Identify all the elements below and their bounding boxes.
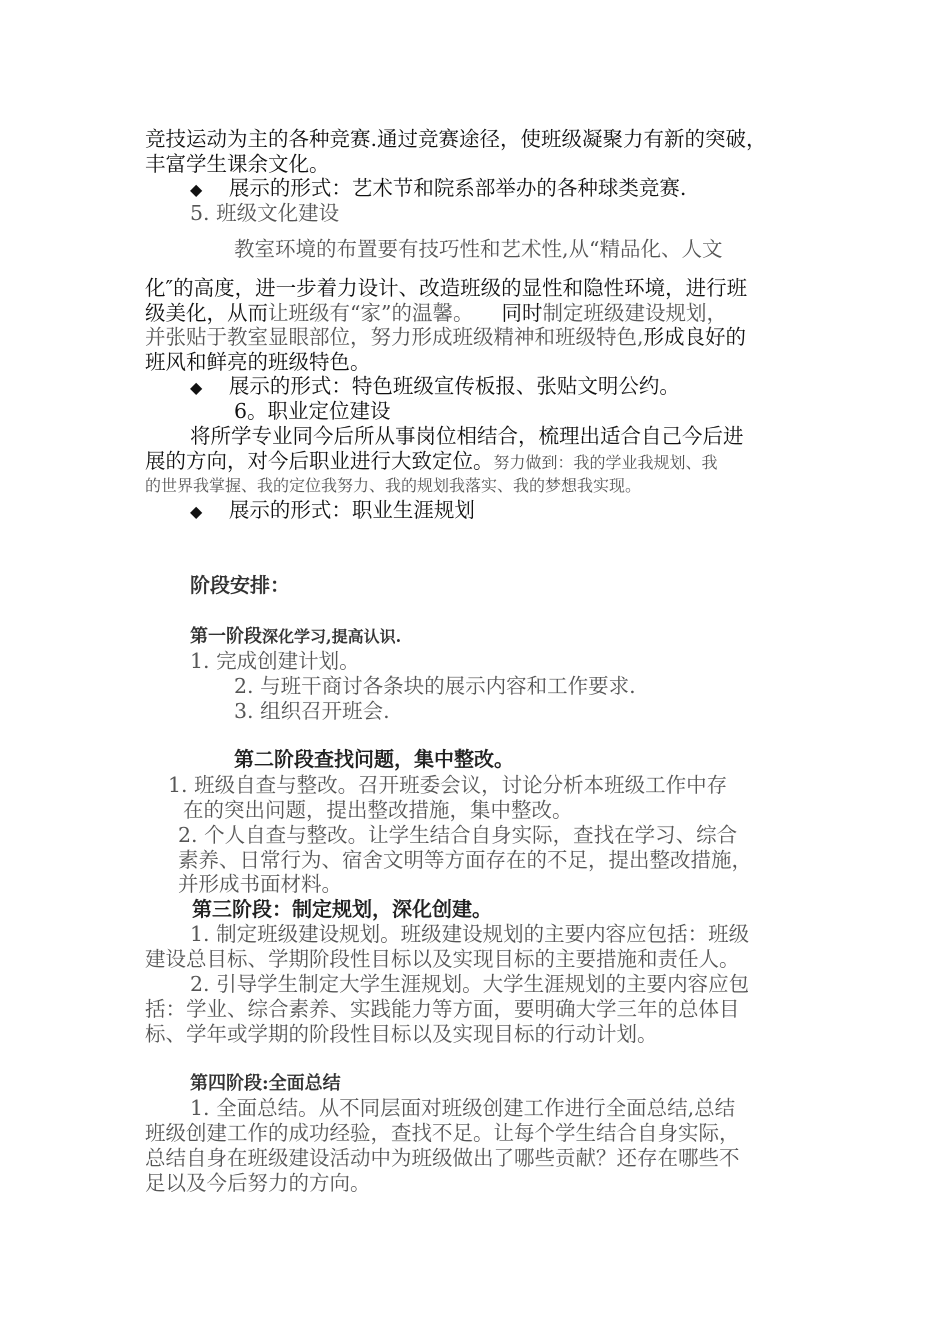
paragraph-line: 的世界我掌握、我的定位我努力、我的规划我落实、我的梦想我实现。 (145, 476, 642, 495)
diamond-bullet-icon: ◆ (190, 502, 203, 521)
paragraph-line: 素养、日常行为、宿舍文明等方面存在的不足，提出整改措施， (178, 848, 752, 872)
paragraph-line: 教室环境的布置要有技巧性和艺术性,从“精品化、人文 (234, 237, 723, 261)
text-run: 形成良好的 (643, 325, 747, 349)
diamond-bullet-icon: ◆ (190, 378, 203, 397)
bullet-item (190, 497, 475, 525)
schedule-title: 阶段安排： (190, 573, 290, 597)
section-heading: 5. 班级文化建设 (190, 201, 340, 225)
text-run: 努力做到：我的学业我规划、我 (493, 453, 718, 472)
paragraph-line (145, 300, 727, 326)
bullet-item (190, 175, 686, 203)
paragraph-line: 并形成书面材料。 (178, 872, 342, 896)
list-item: 3. 组织召开班会. (234, 699, 390, 723)
stage-label: 第一阶段 (190, 626, 262, 647)
paragraph-line: 班级创建工作的成功经验，查找不足。让每个学生结合自身实际， (145, 1121, 740, 1145)
paragraph-line: 在的突出问题，提出整改措施，集中整改。 (183, 798, 573, 822)
stage2-heading: 第二阶段查找问题，集中整改。 (234, 747, 514, 771)
bullet-text: 展示的形式：职业生涯规划 (228, 498, 475, 522)
text-run: 让班级有“家”的温馨。 (268, 301, 474, 325)
bullet-text: 展示的形式：特色班级宣传板报、张贴文明公约。 (228, 374, 680, 398)
bullet-item (190, 373, 680, 401)
text-run: 级美化，从而 (145, 301, 268, 325)
diamond-bullet-icon: ◆ (190, 180, 203, 199)
stage-topic: 深化学习,提高认识. (262, 627, 402, 646)
stage4-heading: 第四阶段:全面总结 (190, 1073, 341, 1094)
paragraph-line (145, 448, 718, 476)
paragraph-line: 足以及今后努力的方向。 (145, 1171, 371, 1195)
paragraph-line: 丰富学生课余文化。 (145, 152, 330, 176)
paragraph-line (145, 324, 746, 350)
paragraph-line: 1. 班级自查与整改。召开班委会议，讨论分析本班级工作中存 (168, 773, 728, 797)
text-run: 展的方向，对今后职业进行大致定位。 (145, 449, 494, 473)
list-item: 2. 与班干商讨各条块的展示内容和工作要求. (234, 674, 636, 698)
section-heading: 6。职业定位建设 (234, 399, 391, 423)
paragraph-line: 竞技运动为主的各种竞赛.通过竞赛途径，使班级凝聚力有新的突破， (145, 127, 767, 151)
paragraph-line: 总结自身在班级建设活动中为班级做出了哪些贡献？还存在哪些不 (145, 1146, 740, 1170)
text-run: 并张贴于教室显眼部位，努力形成班级精神和班级特色, (145, 325, 644, 349)
bullet-text: 展示的形式：艺术节和院系部举办的各种球类竞赛. (228, 176, 687, 200)
paragraph-line: 建设总目标、学期阶段性目标以及实现目标的主要措施和责任人。 (145, 947, 740, 971)
paragraph-line: 2. 引导学生制定大学生涯规划。大学生涯规划的主要内容应包 (190, 972, 750, 996)
paragraph-line: 班风和鲜亮的班级特色。 (145, 350, 371, 374)
paragraph-line: 化″的高度，进一步着力设计、改造班级的显性和隐性环境，进行班 (145, 276, 748, 300)
text-run: 制定班级建设规划， (542, 301, 727, 325)
text-run: 同时 (501, 301, 543, 325)
paragraph-line: 1. 全面总结。从不同层面对班级创建工作进行全面总结,总结 (190, 1096, 736, 1120)
paragraph-line: 将所学专业同今后所从事岗位相结合，梳理出适合自己今后进 (190, 424, 744, 448)
paragraph-line: 标、学年或学期的阶段性目标以及实现目标的行动计划。 (145, 1022, 658, 1046)
paragraph-line: 2. 个人自查与整改。让学生结合自身实际，查找在学习、综合 (178, 823, 738, 847)
paragraph-line: 1. 制定班级建设规划。班级建设规划的主要内容应包括：班级 (190, 922, 750, 946)
list-item: 1. 完成创建计划。 (190, 649, 360, 673)
stage3-heading: 第三阶段：制定规划，深化创建。 (192, 897, 492, 921)
paragraph-line: 括：学业、综合素养、实践能力等方面，要明确大学三年的总体目 (145, 997, 740, 1021)
stage1-heading (190, 622, 401, 650)
